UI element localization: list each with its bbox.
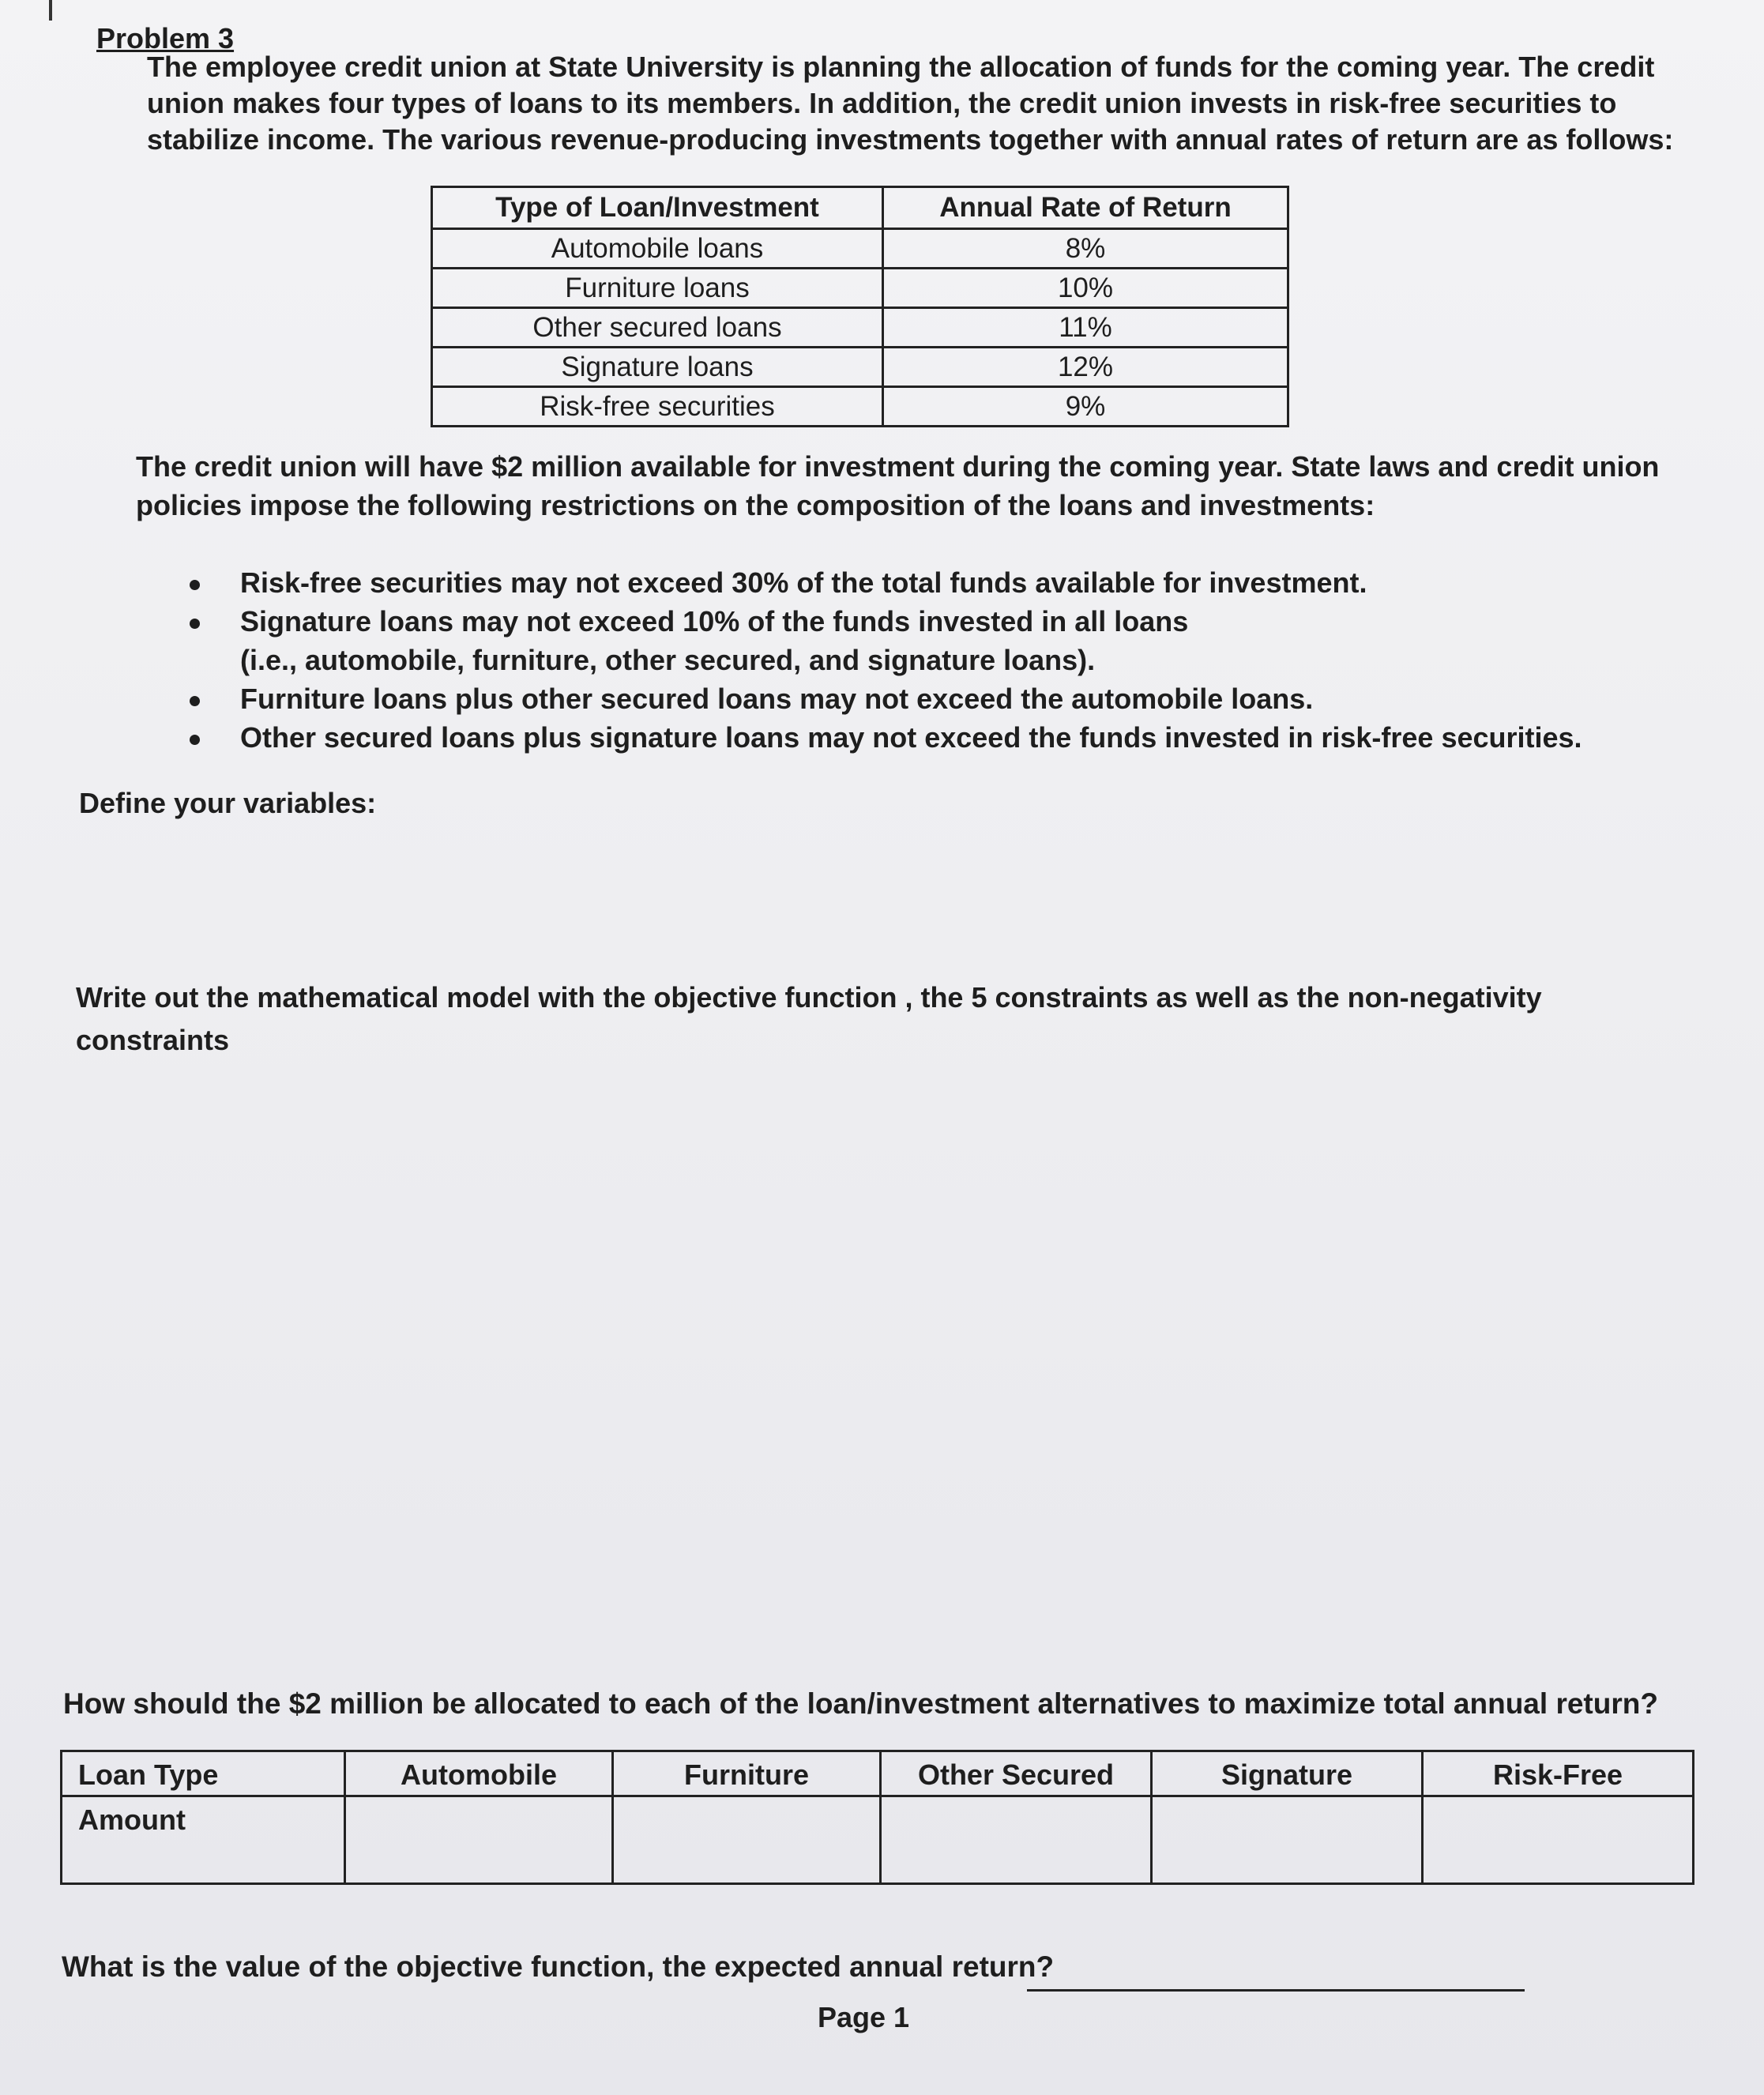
restriction-text-continued: (i.e., automobile, furniture, other secured, and signature loans).	[240, 644, 1096, 676]
rate-cell: 12%	[883, 348, 1288, 387]
define-variables-prompt: Define your variables:	[79, 787, 377, 819]
allocation-amount-row	[62, 1796, 1694, 1884]
rates-header-return: Annual Rate of Return	[883, 187, 1288, 229]
rates-table	[431, 186, 1289, 427]
allocation-header-cell: Loan Type	[62, 1751, 345, 1796]
page-number: Page 1	[818, 2001, 910, 2033]
list-item	[183, 718, 1582, 757]
table-row	[432, 387, 1288, 427]
loan-type-cell: Other secured loans	[432, 308, 883, 348]
allocation-header-row	[62, 1751, 1694, 1796]
table-row	[432, 229, 1288, 269]
restriction-text: Other secured loans plus signature loans may not exceed the funds invested in risk-free securities.	[240, 721, 1582, 754]
rates-table-header	[432, 187, 1288, 229]
allocation-table	[60, 1750, 1694, 1885]
rate-cell: 11%	[883, 308, 1288, 348]
model-prompt-line: Write out the mathematical model with the objective function , the 5 constraints as well as the non-negativity	[76, 981, 1542, 1014]
list-item	[183, 679, 1582, 718]
amount-cell-automobile[interactable]	[345, 1796, 613, 1884]
allocation-header-cell: Signature	[1152, 1751, 1423, 1796]
loan-type-cell: Automobile loans	[432, 229, 883, 269]
allocation-header-cell: Automobile	[345, 1751, 613, 1796]
rate-cell: 10%	[883, 269, 1288, 308]
table-row	[432, 308, 1288, 348]
allocation-header-cell: Other Secured	[881, 1751, 1152, 1796]
intro-line: stabilize income. The various revenue-producing investments together with annual rates of return are as follows:	[147, 123, 1674, 156]
rate-cell: 8%	[883, 229, 1288, 269]
page-edge-mark	[49, 0, 52, 21]
answer-blank-line[interactable]	[1027, 1989, 1525, 1992]
table-row	[432, 269, 1288, 308]
funds-line: policies impose the following restrictions on the composition of the loans and investments:	[136, 489, 1375, 521]
amount-cell-signature[interactable]	[1152, 1796, 1423, 1884]
restriction-text: Signature loans may not exceed 10% of the funds invested in all loans	[240, 605, 1189, 638]
restriction-text: Risk-free securities may not exceed 30% of the total funds available for investment.	[240, 566, 1367, 599]
list-item	[183, 602, 1582, 679]
intro-line: The employee credit union at State University is planning the allocation of funds for the coming year. The credit	[147, 51, 1655, 83]
objective-question: What is the value of the objective function, the expected annual return?	[62, 1950, 1055, 1983]
allocation-header-cell: Furniture	[613, 1751, 881, 1796]
allocation-header-cell: Risk-Free	[1423, 1751, 1694, 1796]
amount-cell-risk-free[interactable]	[1423, 1796, 1694, 1884]
table-row	[432, 348, 1288, 387]
rate-cell: 9%	[883, 387, 1288, 427]
restrictions-list	[183, 563, 1582, 757]
amount-label: Amount	[62, 1796, 345, 1884]
funds-paragraph	[136, 447, 1659, 525]
loan-type-cell: Furniture loans	[432, 269, 883, 308]
intro-line: union makes four types of loans to its members. In addition, the credit union invests in risk-free securities to	[147, 87, 1617, 119]
rates-header-type: Type of Loan/Investment	[432, 187, 883, 229]
funds-line: The credit union will have $2 million available for investment during the coming year. State laws and credit union	[136, 450, 1660, 483]
allocation-question: How should the $2 million be allocated to each of the loan/investment alternatives to maximize total annual return?	[63, 1687, 1658, 1720]
list-item	[183, 563, 1582, 602]
problem-title: Problem 3	[96, 22, 235, 55]
restriction-text: Furniture loans plus other secured loans may not exceed the automobile loans.	[240, 683, 1314, 715]
model-prompt	[76, 976, 1542, 1062]
amount-cell-furniture[interactable]	[613, 1796, 881, 1884]
loan-type-cell: Risk-free securities	[432, 387, 883, 427]
amount-cell-other-secured[interactable]	[881, 1796, 1152, 1884]
loan-type-cell: Signature loans	[432, 348, 883, 387]
problem-intro	[147, 49, 1674, 158]
model-prompt-line: constraints	[76, 1024, 230, 1056]
